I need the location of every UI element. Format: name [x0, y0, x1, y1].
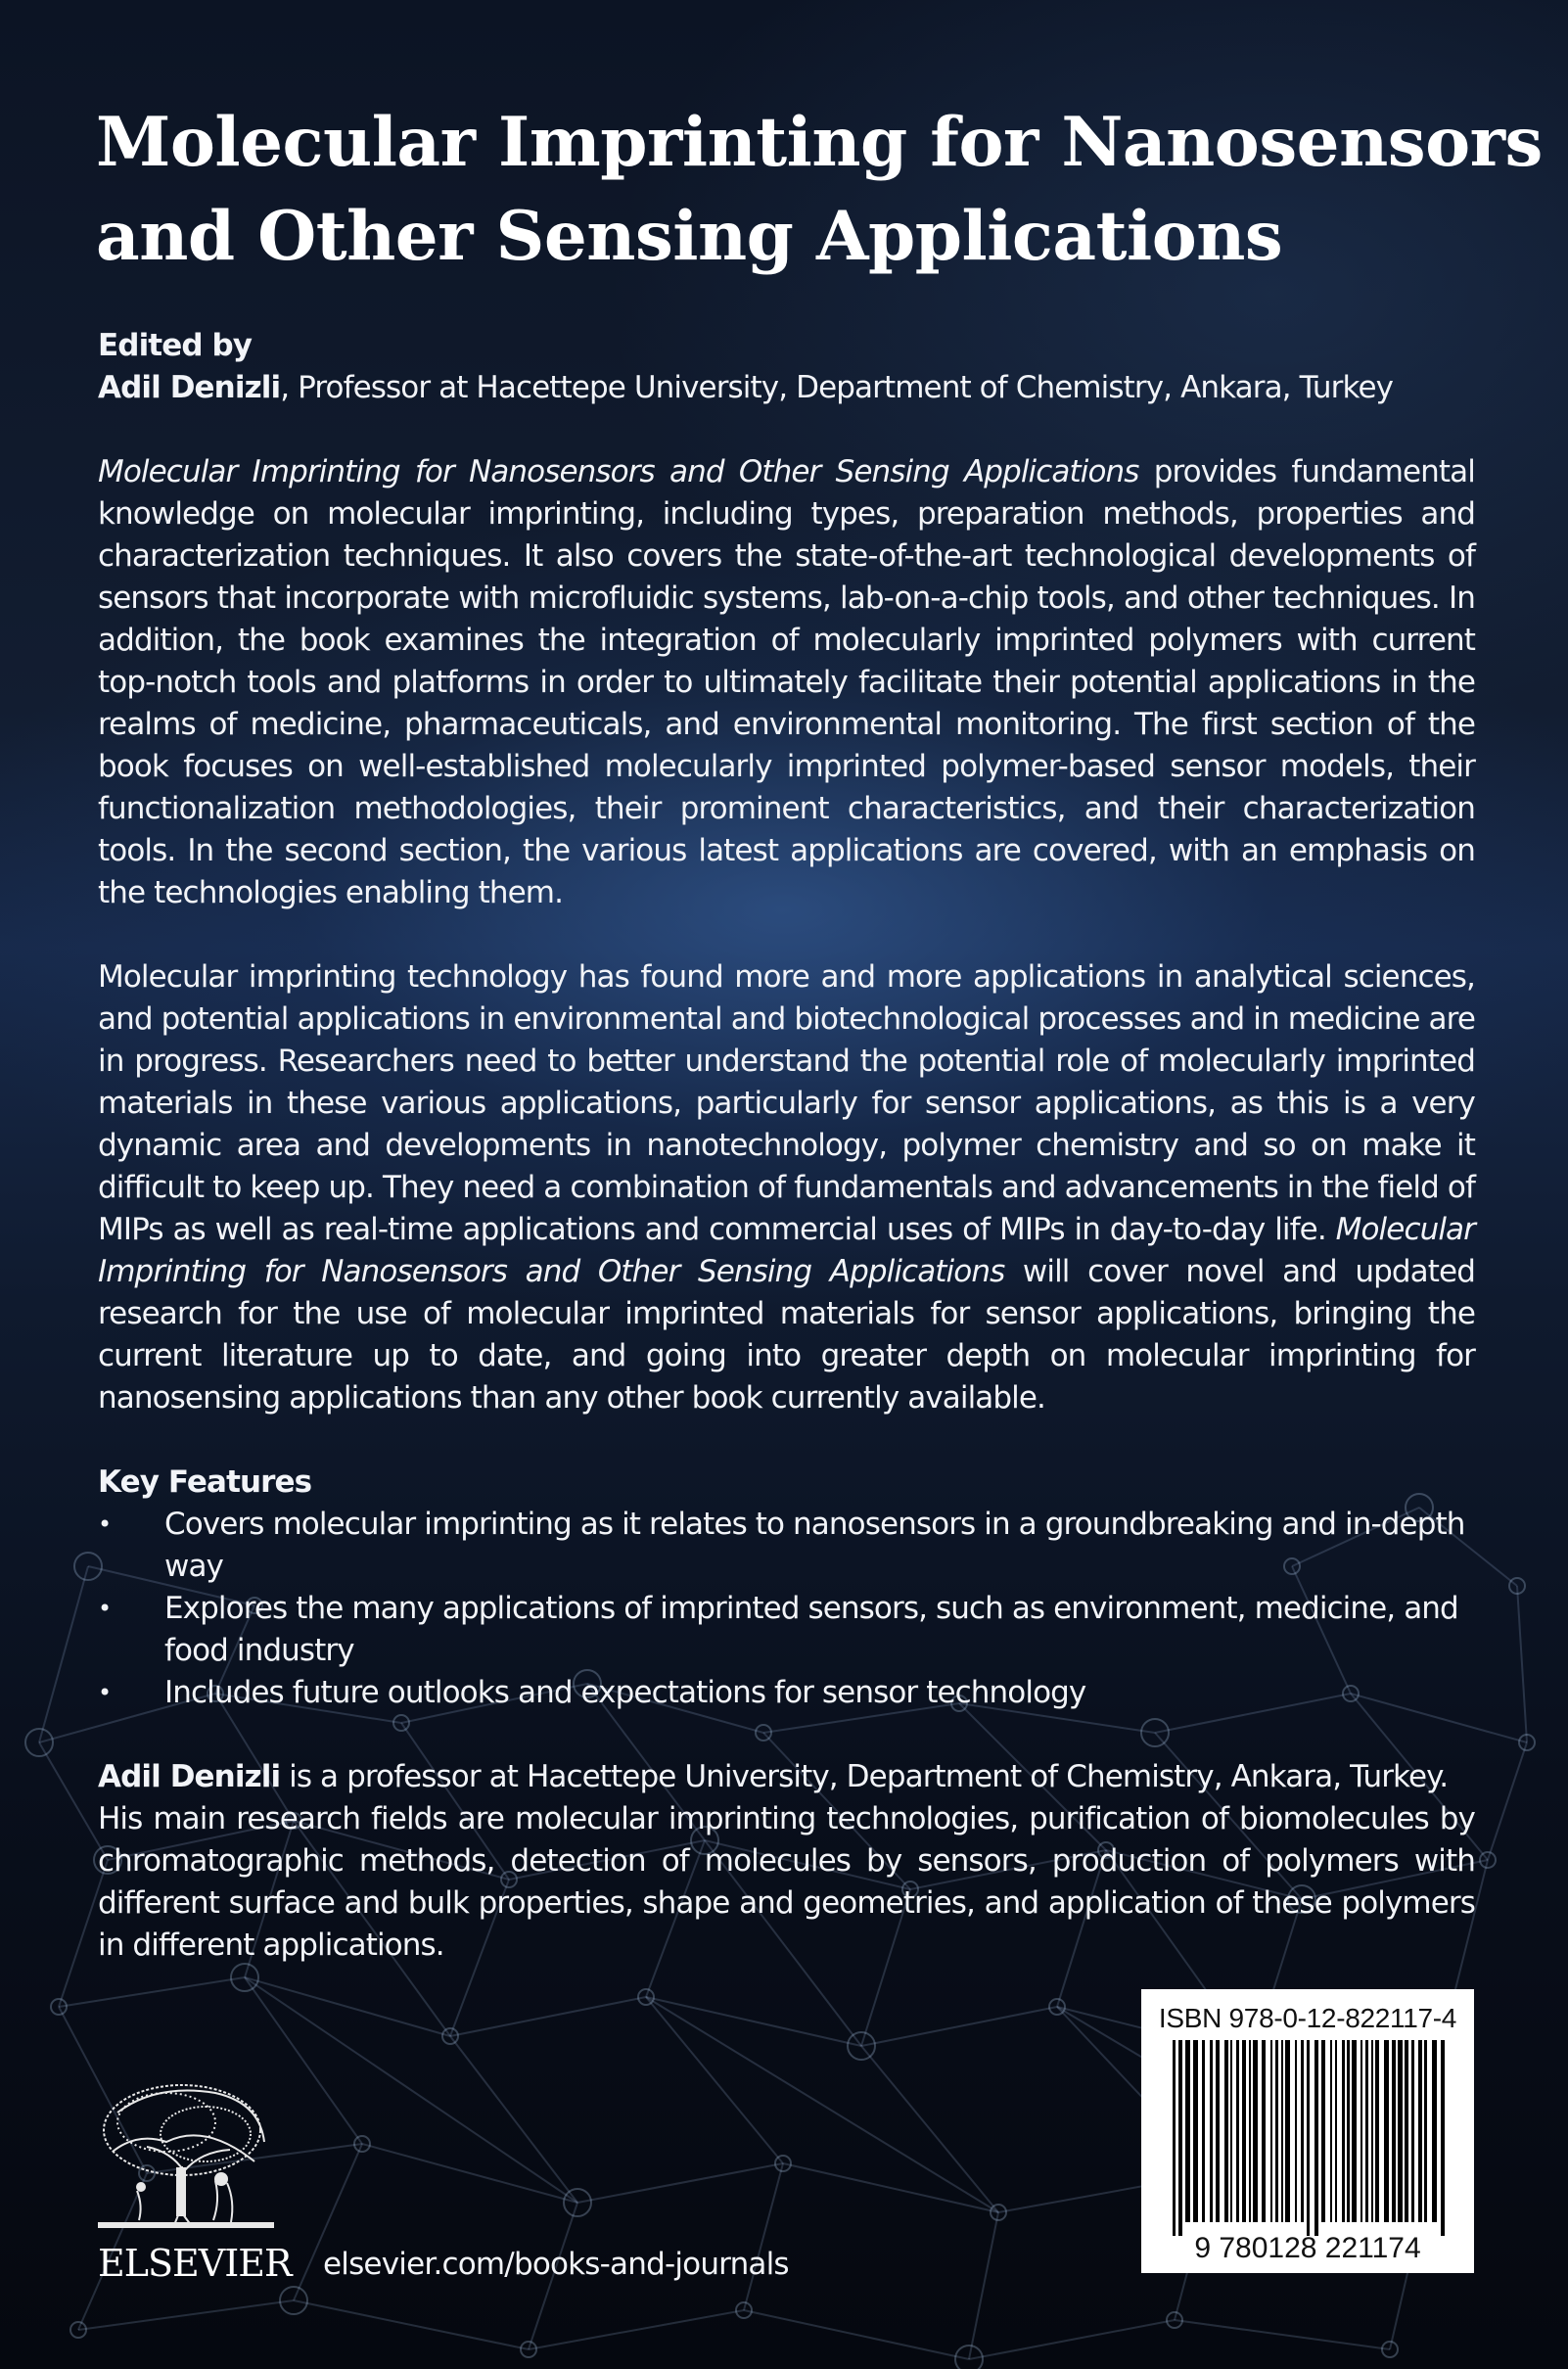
network-line [969, 2212, 998, 2359]
network-line [245, 1977, 450, 2036]
publisher-website-link[interactable]: elsevier.com/books-and-journals [323, 2247, 789, 2282]
barcode-bar [1405, 2040, 1408, 2222]
elsevier-tree-logo-icon [98, 2073, 274, 2240]
bio-text: His main research fields are molecular imprinting technologies, purification of biomolecules by chromatographic methods, detection of molecules by sensors, production of polymers with different surface and bulk properties, shape and geometries, and application of these polymers in different applications. [98, 1801, 1475, 1963]
barcode-bar [1281, 2040, 1283, 2222]
key-features-section [98, 1462, 1475, 1714]
barcode-bar [1347, 2040, 1350, 2222]
barcode-bar [1384, 2040, 1389, 2222]
key-feature-item: • Covers molecular imprinting as it relates to nanosensors in a groundbreaking and in-depth way [98, 1504, 1475, 1588]
barcode-bar [1230, 2040, 1232, 2222]
network-line [294, 2300, 529, 2349]
barcode-bar [1418, 2040, 1422, 2222]
barcode-bar [1193, 2040, 1198, 2222]
network-line [39, 1566, 88, 1742]
barcode-bar [1242, 2040, 1246, 2222]
key-features-heading: Key Features [98, 1464, 312, 1500]
network-line [744, 2310, 969, 2359]
barcode-bar [1321, 2040, 1325, 2222]
barcode-bar [1424, 2040, 1427, 2222]
barcode-bar [1335, 2040, 1337, 2222]
book-title [96, 96, 1543, 284]
abstract-body: provides fundamental knowledge on molecular imprinting, including types, preparation methods, properties and characterization techniques. It also covers the state-of-the-art technological developments of sensors that incorporate with microfluidic systems, lab-on-a-chip tools, and other techniques. In addition, the book examines the integration of molecularly imprinted polymers with current top-notch tools and platforms in order to ultimately facilitate their potential applications in the realms of medicine, pharmaceuticals, and environmental monitoring. The first section of the book focuses on well-established molecularly imprinted polymer-based sensor models, their functionalization methodologies, their prominent characteristics, and their characterization tools. In the second section, the various latest applications are covered, with an emphasis on the technologies enabling them. [98, 454, 1475, 910]
description-part-2: will cover novel and updated research for the use of molecular imprinted materials for sensor applications, bringing the current literature up to date, and going into greater depth on molecular imprinting for nanosensing applications than any other book currently available. [98, 1254, 1475, 1416]
network-line [744, 2163, 783, 2310]
barcode-bar [1342, 2040, 1345, 2222]
editor-line [98, 367, 1475, 409]
network-line [783, 2163, 998, 2212]
isbn-label: ISBN 978-0-12-822117-4 [1158, 2003, 1457, 2033]
barcode-bar [1295, 2040, 1297, 2222]
barcode-bar [1314, 2040, 1318, 2236]
barcode-bar [1173, 2040, 1176, 2236]
barcode-bar [1365, 2040, 1368, 2222]
network-line [646, 1997, 783, 2163]
bio-name: Adil Denizli [98, 1759, 281, 1794]
barcode-bar [1185, 2040, 1190, 2222]
network-line [362, 2144, 577, 2203]
network-line [1175, 2320, 1390, 2349]
edited-by-label: Edited by [98, 328, 253, 363]
bio-line-1 [98, 1756, 1475, 1798]
network-line [529, 2310, 744, 2349]
network-line [78, 2300, 294, 2330]
barcode-bar [1360, 2040, 1362, 2222]
barcode-bar [1253, 2040, 1258, 2222]
barcode-bar [1398, 2040, 1403, 2222]
barcode-bar [1270, 2040, 1272, 2222]
barcode-bar [1285, 2040, 1290, 2222]
bio-line-1-rest: is a professor at Hacettepe University, Department of Chemistry, Ankara, Turkey. [280, 1759, 1449, 1794]
network-line [59, 1977, 245, 2007]
barcode-bar [1210, 2040, 1213, 2222]
description-text [98, 956, 1475, 1419]
barcode-bar [1307, 2040, 1310, 2236]
description-book-title: Molecular Imprinting for Nanosensors and Other Sensing Applications [98, 1212, 1475, 1289]
barcode-bar [1441, 2040, 1445, 2236]
key-feature-item: • Includes future outlooks and expectations for sensor technology [98, 1672, 1475, 1714]
key-features-list [98, 1504, 1475, 1714]
description-paragraph [98, 956, 1475, 1419]
barcode-bar [1352, 2040, 1357, 2222]
network-line [861, 2046, 998, 2212]
abstract-paragraph [98, 451, 1475, 914]
key-feature-item: • Explores the many applications of imprinted sensors, such as environment, medicine, and food industry [98, 1588, 1475, 1672]
barcode-bar [1330, 2040, 1332, 2222]
barcode-bar [1202, 2040, 1205, 2222]
editor-block [98, 325, 1475, 409]
editor-affiliation: , Professor at Hacettepe University, Department of Chemistry, Ankara, Turkey [280, 370, 1394, 405]
barcode-bar [1275, 2040, 1278, 2222]
barcode-bar [1371, 2040, 1373, 2222]
title-line-2: and Other Sensing Applications [96, 197, 1283, 276]
barcode-bar [1411, 2040, 1414, 2222]
network-line [450, 2036, 577, 2203]
network-line [1488, 1742, 1527, 1860]
network-line [450, 1997, 646, 2036]
network-line [245, 1977, 577, 2203]
barcode-bar [1178, 2040, 1182, 2236]
title-line-1: Molecular Imprinting for Nanosensors [96, 103, 1543, 182]
network-line [577, 2163, 783, 2203]
editor-name: Adil Denizli [98, 370, 281, 405]
barcode-bar [1301, 2040, 1304, 2222]
isbn-barcode-box [1141, 1989, 1474, 2273]
barcode-bar [1224, 2040, 1228, 2222]
barcode-bar [1262, 2040, 1266, 2222]
barcode-bar [1392, 2040, 1396, 2222]
network-line [1517, 1586, 1527, 1742]
description-part-1: Molecular imprinting technology has found more and more applications in analytical sciences, and potential applications in environmental and biotechnological processes and in medicine are in progress. Researchers need to better understand the potential role of molecularly imprinted materials in these various applications, particularly for sensor applications, as this is a very dynamic area and developments in nanotechnology, polymer chemistry and so on make it difficult to keep up. They need a combination of fundamentals and advancements in the field of MIPs as well as real-time applications and commercial uses of MIPs in day-to-day life. [98, 959, 1475, 1247]
network-line [969, 2320, 1175, 2359]
barcode-bar [1432, 2040, 1437, 2222]
barcode-bar [1216, 2040, 1220, 2222]
author-bio [98, 1756, 1475, 1967]
barcode-bar [1375, 2040, 1379, 2222]
barcode-digits: 9 780128 221174 [1194, 2232, 1421, 2264]
abstract-text [98, 451, 1475, 914]
abstract-book-title: Molecular Imprinting for Nanosensors and Other Sensing Applications [98, 454, 1139, 489]
publisher-name: ELSEVIER [98, 2242, 292, 2285]
barcode-bar [1249, 2040, 1251, 2222]
network-line [861, 2007, 1057, 2046]
barcode-bars [1141, 2040, 1474, 2236]
barcode-bar [1236, 2040, 1239, 2222]
